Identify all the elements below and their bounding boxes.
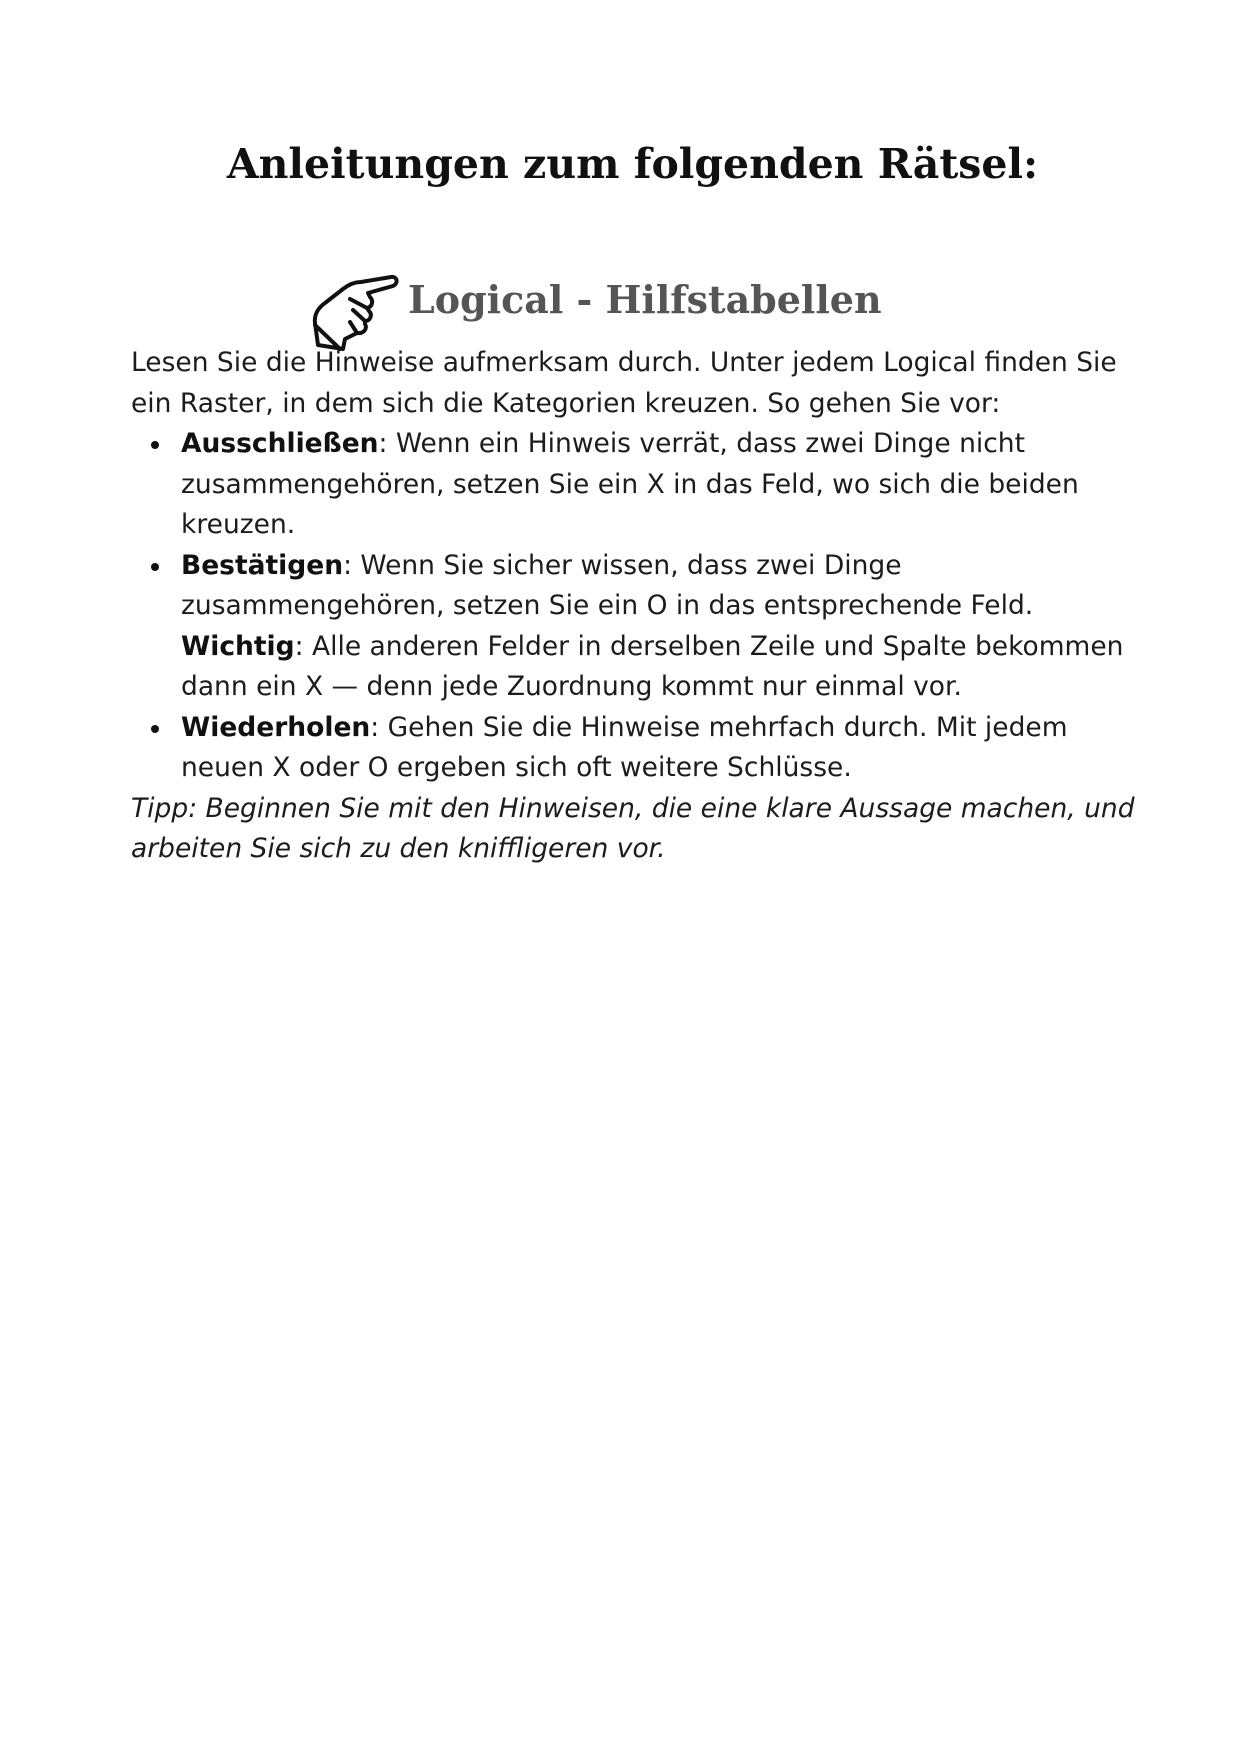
steps-list [131,424,1141,789]
page-title: Anleitungen zum folgenden Rätsel: [226,140,1039,188]
section-title: Logical - Hilfstabellen [408,277,882,322]
pointing-hand-icon [310,273,400,351]
step-text-important: : Alle anderen Felder in derselben Zeile und Spalte bekommen dann ein X — denn jede Zuordnung kommt nur einmal vor. [181,630,1124,702]
instructions-body [131,343,1141,870]
step-text: : Gehen Sie die Hinweise mehrfach durch. Mit jedem neuen X oder O ergeben sich oft weitere Schlüsse. [181,711,1068,783]
section-heading [310,272,882,352]
list-item [181,708,1141,789]
step-text: : Wenn ein Hinweis verrät, dass zwei Dinge nicht zusammengehören, setzen Sie ein X in das Feld, wo sich die beiden kreuzen. [181,428,1079,540]
step-term-confirm: Bestätigen [181,549,344,581]
step-text: : Wenn Sie sicher wissen, dass zwei Dinge zusammengehören, setzen Sie ein O in das entsprechende Feld. [181,549,1034,621]
step-term-important: Wichtig [181,630,295,662]
tip-paragraph: Tipp: Beginnen Sie mit den Hinweisen, die eine klare Aussage machen, und arbeiten Sie sich zu den kniffligeren vor. [131,792,1135,864]
list-item [181,546,1141,708]
step-term-repeat: Wiederholen [181,711,371,743]
step-term-exclude: Ausschließen [181,428,379,459]
intro-paragraph: Lesen Sie die Hinweise aufmerksam durch. Unter jedem Logical finden Sie ein Raster, in dem sich die Kategorien kreuzen. So gehen Sie vor: [131,347,1117,419]
list-item [181,424,1141,546]
